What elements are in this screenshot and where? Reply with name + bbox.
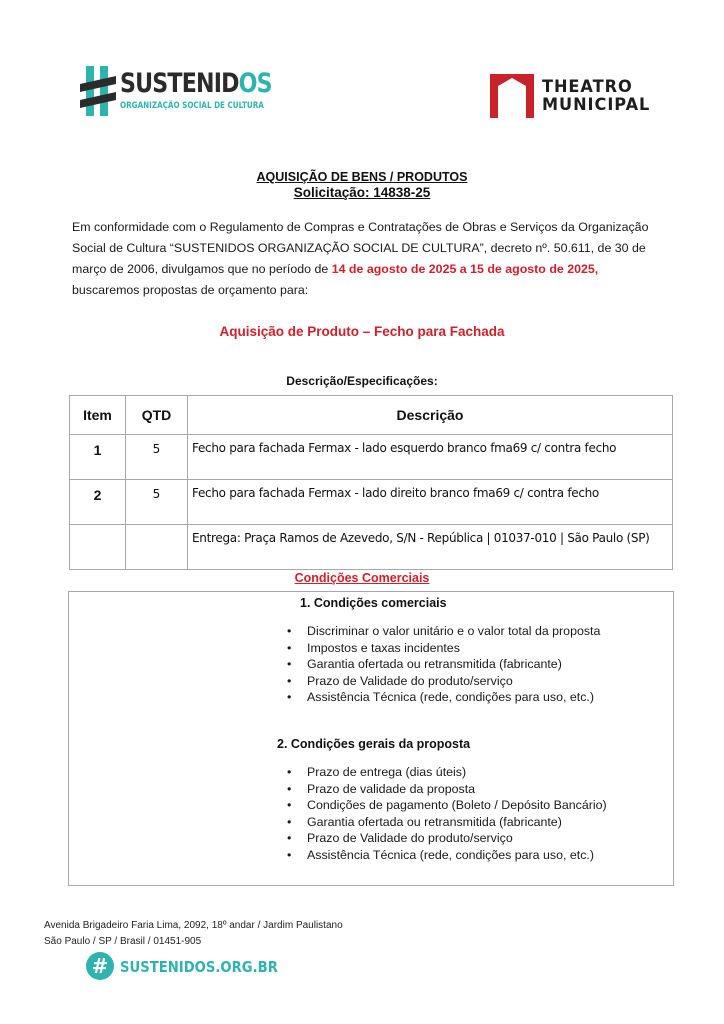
list-item: • Impostos e taxas incidentes [287,640,460,655]
conditions-title: Condições Comerciais [294,571,430,585]
period-highlight: 14 de agosto de 2025 a 15 de agosto de 2025 [331,262,595,276]
table-header-row [70,396,673,435]
bullet-icon: • [287,798,292,813]
list-item: • Garantia ofertada ou retransmitida (fabricante) [287,814,562,829]
table-row-delivery [70,525,673,570]
row-item: 2 [70,480,126,525]
row-description: Fecho para fachada Fermax - lado esquerdo branco fma69 c/ contra fecho [188,435,673,480]
request-number: Solicitação: 14838-25 [293,185,431,200]
section2-list [284,764,607,864]
list-item: • Prazo de validade da proposta [287,781,476,796]
list-item: • Discriminar o valor unitário e o valor total da proposta [287,624,601,638]
document-title: AQUISIÇÃO DE BENS / PRODUTOS [256,170,468,184]
list-item: • Assistência Técnica (rede, condições para uso, etc.) [287,690,594,705]
sustenidos-wordmark: SUSTENIDOS [120,68,272,99]
delivery-address: Entrega: Praça Ramos de Azevedo, S/N - República | 01037-010 | São Paulo (SP) [188,525,673,570]
specifications-label: Descrição/Especificações: [286,374,438,388]
theatre-arch-icon [490,74,534,118]
section1-list [284,623,600,706]
row-qtd: 5 [126,435,188,480]
bullet-icon: • [287,657,292,672]
bullet-icon: • [287,624,292,638]
bullet-icon: • [287,690,292,705]
intro-paragraph: Em conformidade com o Regulamento de Compras e Contratações de Obras e Serviços da Organização Social de Cultura “SUSTENIDOS ORGANIZAÇÃO SOCIAL DE CULTURA”, decreto nº. 50.611, de 30 de março de 2006, divulgamos que no período de 14 de agosto de 2025 a 15 de agosto de 2025, buscaremos propostas de orçamento para: [72,220,649,297]
table-row [70,435,673,480]
website-link[interactable]: SUSTENIDOS.ORG.BR [120,958,278,976]
list-item: • Assistência Técnica (rede, condições para uso, etc.) [287,847,594,862]
sustenidos-logo [80,64,272,118]
bullet-icon: • [287,831,292,846]
section2-heading: 2. Condições gerais da proposta [277,737,471,751]
bullet-icon: • [287,765,292,779]
list-item: • Condições de pagamento (Boleto / Depósito Bancário) [287,798,607,813]
bullet-icon: • [287,781,292,796]
row-item [70,525,126,570]
bullet-icon: • [287,814,292,829]
product-title: Aquisição de Produto – Fecho para Fachada [219,324,505,339]
list-item: • Garantia ofertada ou retransmitida (fabricante) [287,657,562,672]
document-header [0,170,724,201]
list-item: • Prazo de Validade do produto/serviço [287,831,513,846]
list-item: • Prazo de Validade do produto/serviço [287,673,513,688]
row-qtd: 5 [126,480,188,525]
section1-heading: 1. Condições comerciais [300,596,447,610]
hash-logo-icon [80,64,116,118]
items-table [69,395,673,570]
footer-address: Avenida Brigadeiro Faria Lima, 2092, 18º andar / Jardim Paulistano São Paulo / SP / Brasil / 01451-905 [44,920,343,947]
theatro-municipal-wordmark: THEATRO MUNICIPAL [542,77,651,115]
header-description: Descrição [188,396,673,435]
row-qtd [126,525,188,570]
row-description: Fecho para fachada Fermax - lado direito branco fma69 c/ contra fecho [188,480,673,525]
bullet-icon: • [287,673,292,688]
table-row [70,480,673,525]
theatro-municipal-logo [490,74,660,120]
header-qtd: QTD [126,396,188,435]
header-item: Item [70,396,126,435]
sustenidos-subtitle: ORGANIZAÇÃO SOCIAL DE CULTURA [120,101,264,111]
list-item: • Prazo de entrega (dias úteis) [287,765,467,779]
row-item: 1 [70,435,126,480]
bullet-icon: • [287,847,292,862]
bullet-icon: • [287,640,292,655]
hash-circle-icon: # [86,952,114,980]
